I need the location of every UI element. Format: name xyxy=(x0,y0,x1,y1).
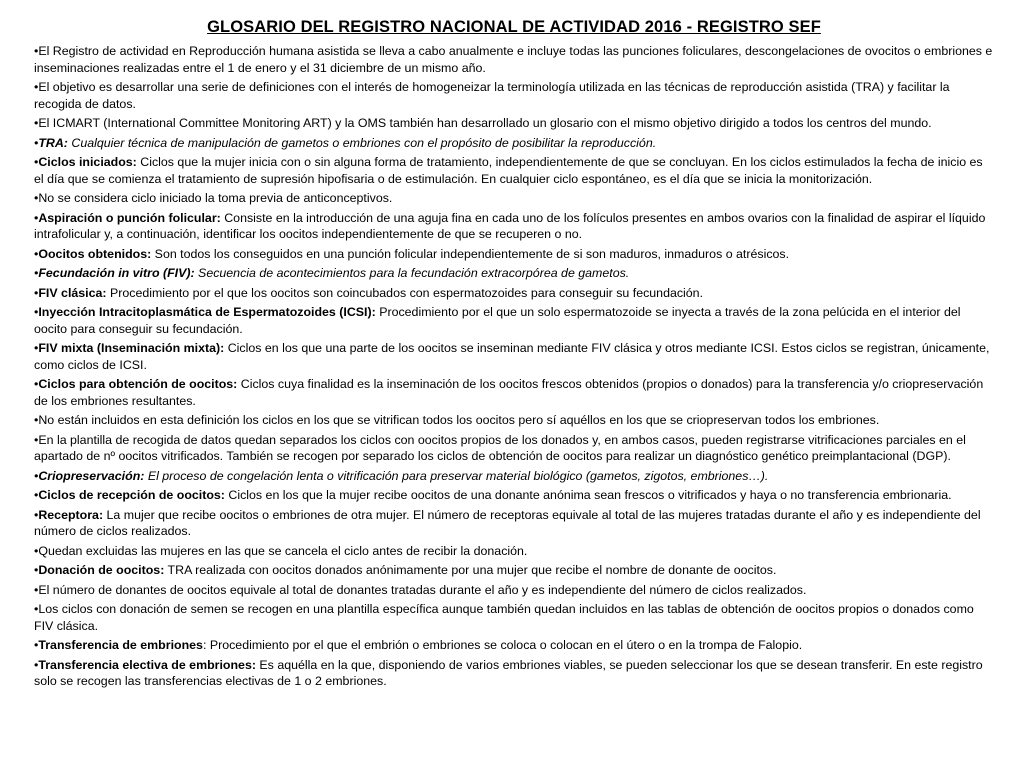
glossary-item xyxy=(34,582,994,599)
glossary-item xyxy=(34,601,994,634)
bullet-icon: • xyxy=(34,341,39,355)
glossary-item xyxy=(34,376,994,409)
bullet-icon: • xyxy=(34,305,39,319)
glossary-definition: El objetivo es desarrollar una serie de definiciones con el interés de homogeneizar la terminología utilizada en las técnicas de reproducción asistida (TRA) y facilitar la recogida de datos. xyxy=(34,80,950,111)
glossary-term: Transferencia electiva de embriones: xyxy=(38,657,256,672)
glossary-item xyxy=(34,637,994,654)
bullet-icon: • xyxy=(34,246,39,261)
glossary-definition: Secuencia de acontecimientos para la fecundación extracorpórea de gametos. xyxy=(194,266,630,280)
glossary-term: Ciclos para obtención de oocitos: xyxy=(38,377,238,391)
glossary-definition: Procedimiento por el que los oocitos son coincubados con espermatozoides para conseguir su fecundación. xyxy=(106,285,704,300)
glossary-definition: Es aquélla en la que, disponiendo de varios embriones viables, se pueden seleccionar los que se desean transferir. En este registro solo se recogen las transferencias electivas de 1 o 2 embriones. xyxy=(34,657,983,688)
bullet-icon: • xyxy=(34,602,39,616)
glossary-term: Receptora: xyxy=(38,507,104,522)
glossary-item xyxy=(34,432,994,465)
bullet-icon: • xyxy=(34,468,39,483)
glossary-item xyxy=(34,246,994,263)
glossary-item xyxy=(34,562,994,579)
glossary-definition: Ciclos cuya finalidad es la inseminación de los oocitos frescos obtenidos (propios o donados) para la transferencia y/o criopreservación de los embriones resultantes. xyxy=(34,377,984,408)
glossary-item xyxy=(34,43,994,76)
glossary-term: Ciclos iniciados: xyxy=(38,155,137,169)
glossary-term: Ciclos de recepción de oocitos: xyxy=(38,488,225,502)
glossary-item xyxy=(34,543,994,560)
glossary-term: Donación de oocitos: xyxy=(38,563,165,577)
glossary-definition: No se considera ciclo iniciado la toma previa de anticonceptivos. xyxy=(38,191,393,205)
glossary-term: Transferencia de embriones xyxy=(38,638,203,652)
bullet-icon: • xyxy=(34,543,39,558)
glossary-definition: El ICMART (International Committee Monitoring ART) y la OMS también han desarrollado un glosario con el mismo objetivo dirigido a todos los centros del mundo. xyxy=(38,116,932,130)
glossary-definition: Cualquier técnica de manipulación de gametos o embriones con el propósito de posibilitar la reproducción. xyxy=(67,135,657,150)
glossary-item xyxy=(34,657,994,690)
glossary-term: Aspiración o punción folicular: xyxy=(38,210,221,225)
bullet-icon: • xyxy=(34,210,39,225)
glossary-definition: Los ciclos con donación de semen se recogen en una plantilla específica aunque también quedan incluidos en las tablas de obtención de oocitos propios o donados como FIV clásica. xyxy=(34,602,974,633)
glossary-definition: Ciclos en los que la mujer recibe oocitos de una donante anónima sean frescos o vitrificados y haya o no transferencia embrionaria. xyxy=(224,488,952,502)
glossary-definition: TRA realizada con oocitos donados anónimamente por una mujer que recibe el nombre de donante de oocitos. xyxy=(164,563,777,577)
bullet-icon: • xyxy=(34,413,39,427)
glossary-definition: Procedimiento por el que un solo espermatozoide se inyecta a través de la zona pelúcida en el interior del oocito para conseguir su fecundación. xyxy=(34,305,961,336)
bullet-icon: • xyxy=(34,507,39,522)
glossary-item xyxy=(34,115,994,132)
glossary-item xyxy=(34,340,994,373)
glossary-definition: La mujer que recibe oocitos o embriones de otra mujer. El número de receptoras equivale al total de las mujeres tratadas durante el año y es independiente del número de ciclos realizados. xyxy=(34,507,981,538)
page-title: GLOSARIO DEL REGISTRO NACIONAL DE ACTIVIDAD 2016 - REGISTRO SEF xyxy=(207,18,821,36)
bullet-icon: • xyxy=(34,80,39,94)
glossary-item xyxy=(34,507,994,540)
glossary-term: FIV clásica: xyxy=(38,285,107,300)
glossary-definition: En la plantilla de recogida de datos quedan separados los ciclos con oocitos propios de los donados y, en ambos casos, pueden registrarse vitrificaciones parciales en el apartado de nº oocitos vitrificados. También se recogen por separado los ciclos de obtención de oocitos para realizar un diagnóstico genético preimplantacional (DGP). xyxy=(34,432,966,463)
glossary-item xyxy=(34,487,994,504)
glossary-term: Criopreservación: xyxy=(38,468,145,483)
glossary-term: Inyección Intracitoplasmática de Espermatozoides (ICSI): xyxy=(38,305,376,319)
bullet-icon: • xyxy=(34,377,39,391)
glossary-term: Fecundación in vitro (FIV): xyxy=(38,266,195,280)
glossary-definition: No están incluidos en esta definición los ciclos en los que se vitrifican todos los oocitos pero sí aquéllos en los que se criopreservan todos los embriones. xyxy=(38,413,880,427)
glossary-term: TRA: xyxy=(38,135,68,150)
glossary-item xyxy=(34,135,994,152)
glossary-definition: Ciclos que la mujer inicia con o sin alguna forma de tratamiento, independientemente de que se concluyan. En los ciclos estimulados la fecha de inicio es el día que se comienza el tratamiento de supresión hipofisaria o de estimulación. En cualquier ciclo espontáneo, es el día que se inicia la monitorización. xyxy=(34,155,983,186)
bullet-icon: • xyxy=(34,44,39,58)
glossary-list xyxy=(34,43,994,690)
glossary-definition: El número de donantes de oocitos equivale al total de donantes tratadas durante el año y es independiente del número de ciclos realizados. xyxy=(38,582,807,597)
glossary-definition: Ciclos en los que una parte de los oocitos se inseminan mediante FIV clásica y otros mediante ICSI. Estos ciclos se registran, únicamente, como ciclos de ICSI. xyxy=(34,341,990,372)
bullet-icon: • xyxy=(34,191,39,205)
glossary-term: FIV mixta (Inseminación mixta): xyxy=(38,341,225,355)
glossary-definition: El proceso de congelación lenta o vitrificación para preservar material biológico (gametos, zigotos, embriones…). xyxy=(144,468,769,483)
bullet-icon: • xyxy=(34,135,39,150)
glossary-item xyxy=(34,285,994,302)
bullet-icon: • xyxy=(34,657,39,672)
bullet-icon: • xyxy=(34,582,39,597)
glossary-item xyxy=(34,79,994,112)
bullet-icon: • xyxy=(34,432,39,447)
bullet-icon: • xyxy=(34,116,39,130)
glossary-item xyxy=(34,210,994,243)
glossary-definition: Consiste en la introducción de una aguja fina en cada uno de los folículos presentes en ambos ovarios con la finalidad de aspirar el líquido intrafolicular y, a continuación, identificar los oocitos independientemente de que se recuperen o no. xyxy=(34,210,986,241)
bullet-icon: • xyxy=(34,488,39,502)
bullet-icon: • xyxy=(34,638,39,652)
glossary-definition: Son todos los conseguidos en una punción folicular independientemente de si son maduros, inmaduros o atrésicos. xyxy=(151,246,790,261)
glossary-item xyxy=(34,190,994,207)
glossary-item xyxy=(34,154,994,187)
glossary-item xyxy=(34,412,994,429)
glossary-term: Oocitos obtenidos: xyxy=(38,246,152,261)
bullet-icon: • xyxy=(34,155,39,169)
glossary-item xyxy=(34,265,994,282)
glossary-item xyxy=(34,304,994,337)
glossary-definition: Quedan excluidas las mujeres en las que se cancela el ciclo antes de recibir la donación. xyxy=(38,543,528,558)
glossary-definition: El Registro de actividad en Reproducción humana asistida se lleva a cabo anualmente e incluye todas las punciones foliculares, descongelaciones de ovocitos o embriones e inseminaciones realizadas entre el 1 de enero y el 31 diciembre de un mismo año. xyxy=(34,44,993,75)
glossary-definition: : Procedimiento por el que el embrión o embriones se coloca o colocan en el útero o en la trompa de Falopio. xyxy=(202,638,803,652)
bullet-icon: • xyxy=(34,563,39,577)
bullet-icon: • xyxy=(34,285,39,300)
bullet-icon: • xyxy=(34,266,39,280)
glossary-item xyxy=(34,468,994,485)
